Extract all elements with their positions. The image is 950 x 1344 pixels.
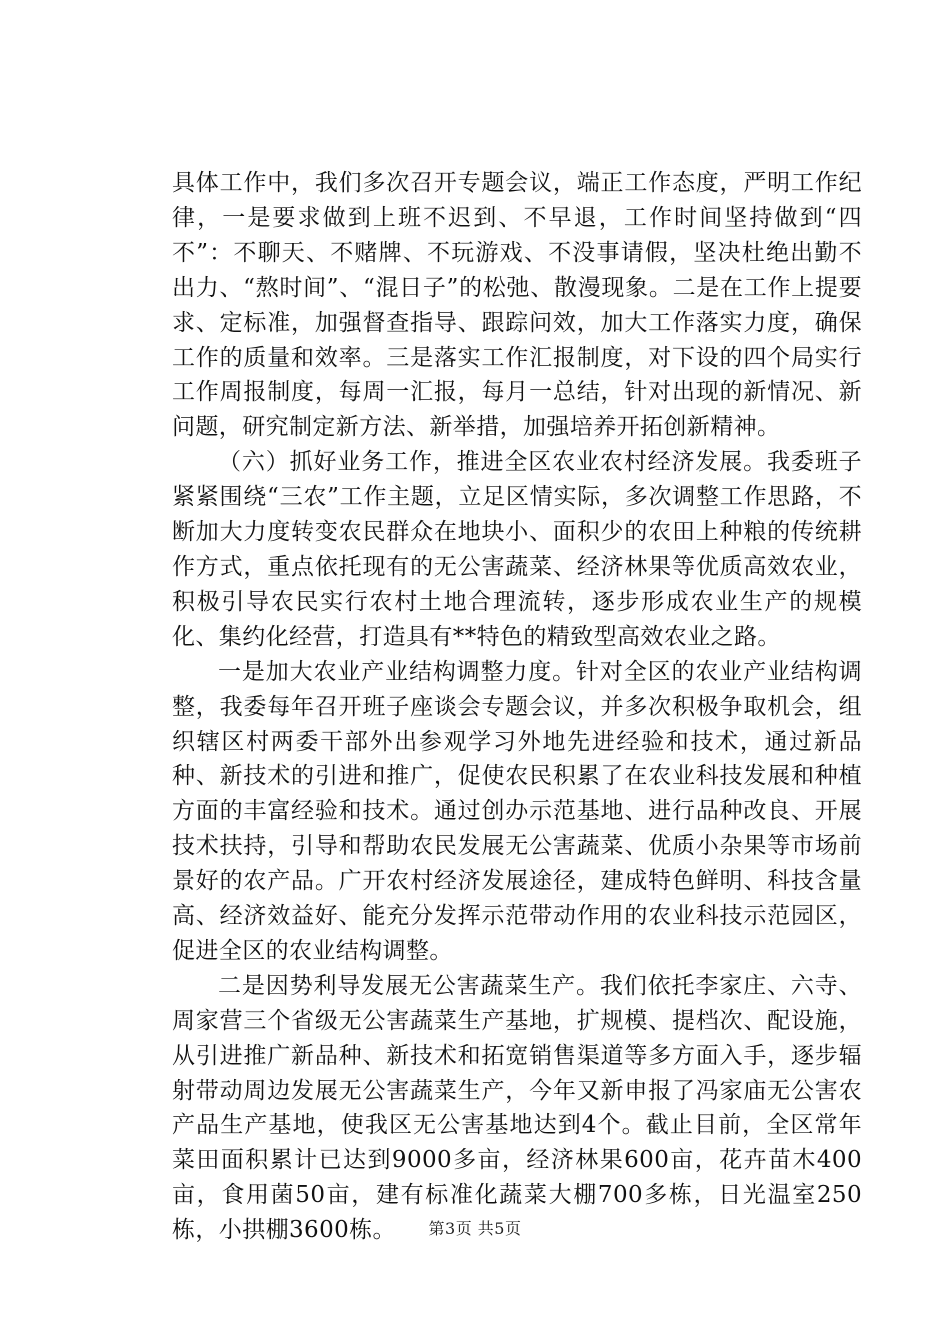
- document-body: [172, 166, 862, 1248]
- paragraph-business-work: （六）抓好业务工作，推进全区农业农村经济发展。我委班子紧紧围绕“三农”工作主题，立足区情实际，多次调整工作思路，不断加大力度转变农民群众在地块小、面积少的农田上种粮的传统耕作方式，重点依托现有的无公害蔬菜、经济林果等优质高效农业，积极引导农民实行农村土地合理流转，逐步形成农业生产的规模化、集约化经营，打造具有**特色的精致型高效农业之路。: [172, 449, 862, 650]
- paragraph-industry-structure: 一是加大农业产业结构调整力度。针对全区的农业产业结构调整，我委每年召开班子座谈会专题会议，并多次积极争取机会，组织辖区村两委干部外出参观学习外地先进经验和技术，通过新品种、新技术的引进和推广，促使农民积累了在农业科技发展和种植方面的丰富经验和技术。通过创办示范基地、进行品种改良、开展技术扶持，引导和帮助农民发展无公害蔬菜、优质小杂果等市场前景好的农产品。广开农村经济发展途径，建成特色鲜明、科技含量高、经济效益好、能充分发挥示范带动作用的农业科技示范园区，促进全区的农业结构调整。: [172, 658, 862, 964]
- page-footer: 第3页 共5页: [428, 1219, 522, 1238]
- paragraph-vegetable-production: 二是因势利导发展无公害蔬菜生产。我们依托李家庄、六寺、周家营三个省级无公害蔬菜生产基地，扩规模、提档次、配设施，从引进推广新品种、新技术和拓宽销售渠道等多方面入手，逐步辐射带动周边发展无公害蔬菜生产，今年又新申报了冯家庙无公害农产品生产基地，使我区无公害基地达到4个。截止目前，全区常年菜田面积累计已达到9000多亩，经济林果600亩，花卉苗木400亩，食用菌50亩，建有标准化蔬菜大棚700多栋，日光温室250栋，小拱棚3600栋。: [172, 972, 862, 1244]
- paragraph-work-discipline: 具体工作中，我们多次召开专题会议，端正工作态度，严明工作纪律，一是要求做到上班不迟到、不早退，工作时间坚持做到“四不”：不聊天、不赌牌、不玩游戏、不没事请假，坚决杜绝出勤不出力、“熬时间”、“混日子”的松弛、散漫现象。二是在工作上提要求、定标准，加强督查指导、跟踪问效，加大工作落实力度，确保工作的质量和效率。三是落实工作汇报制度，对下设的四个局实行工作周报制度，每周一汇报，每月一总结，针对出现的新情况、新问题，研究制定新方法、新举措，加强培养开拓创新精神。: [172, 170, 862, 441]
